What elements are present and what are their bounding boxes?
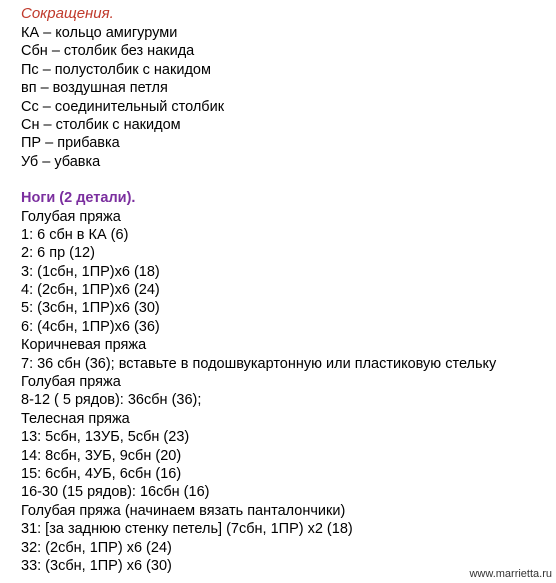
pattern-line: 13: 5сбн, 13УБ, 5сбн (23) [21, 429, 190, 446]
pattern-line: 33: (3сбн, 1ПР) х6 (30) [21, 557, 172, 574]
abbreviation-item: КА – кольцо амигуруми [21, 25, 178, 41]
abbreviation-item: Уб – убавка [21, 153, 101, 170]
pattern-line: 1: 6 сбн в КА (6) [21, 226, 129, 243]
section-gap [21, 171, 551, 189]
abbreviations-heading: Сокращения. [21, 5, 114, 22]
pattern-line: Голубая пряжа (начинаем вязать панталончики) [21, 502, 346, 519]
pattern-line: 16-30 (15 рядов): 16сбн (16) [21, 484, 210, 501]
pattern-line: 2: 6 пр (12) [21, 245, 95, 262]
abbreviation-item: Сбн – столбик без накида [21, 43, 195, 60]
document-page [21, 5, 551, 575]
pattern-line: Телесная пряжа [21, 410, 130, 427]
abbreviation-item: Сн – столбик с накидом [21, 116, 181, 133]
pattern-line: 3: (1сбн, 1ПР)х6 (18) [21, 263, 160, 280]
abbreviation-item: вп – воздушная петля [21, 80, 168, 97]
pattern-line: 5: (3сбн, 1ПР)х6 (30) [21, 300, 160, 317]
pattern-line: 4: (2сбн, 1ПР)х6 (24) [21, 282, 160, 299]
pattern-line: 15: 6сбн, 4УБ, 6сбн (16) [21, 465, 182, 482]
pattern-line: 8-12 ( 5 рядов): 36сбн (36); [21, 392, 202, 409]
pattern-line: 32: (2сбн, 1ПР) х6 (24) [21, 539, 172, 556]
pattern-line: 7: 36 сбн (36); вставьте в подошвукартонную или пластиковую стельку [21, 355, 497, 372]
pattern-line: Голубая пряжа [21, 374, 121, 391]
abbreviation-item: Пс – полустолбик с накидом [21, 61, 211, 78]
pattern-line: Голубая пряжа [21, 208, 121, 225]
pattern-line: Коричневая пряжа [21, 337, 147, 354]
abbreviations-list [21, 24, 551, 171]
abbreviation-item: Сс – соединительный столбик [21, 98, 225, 115]
legs-heading: Ноги (2 детали). [21, 190, 136, 207]
legs-pattern [21, 208, 551, 576]
abbreviation-item: ПР – прибавка [21, 135, 120, 152]
pattern-line: 14: 8сбн, 3УБ, 9сбн (20) [21, 447, 182, 464]
pattern-line: 6: (4сбн, 1ПР)х6 (36) [21, 318, 160, 335]
site-watermark: www.marrietta.ru [469, 568, 552, 580]
pattern-line: 31: [за заднюю стенку петель] (7сбн, 1ПР) х2 (18) [21, 521, 353, 538]
